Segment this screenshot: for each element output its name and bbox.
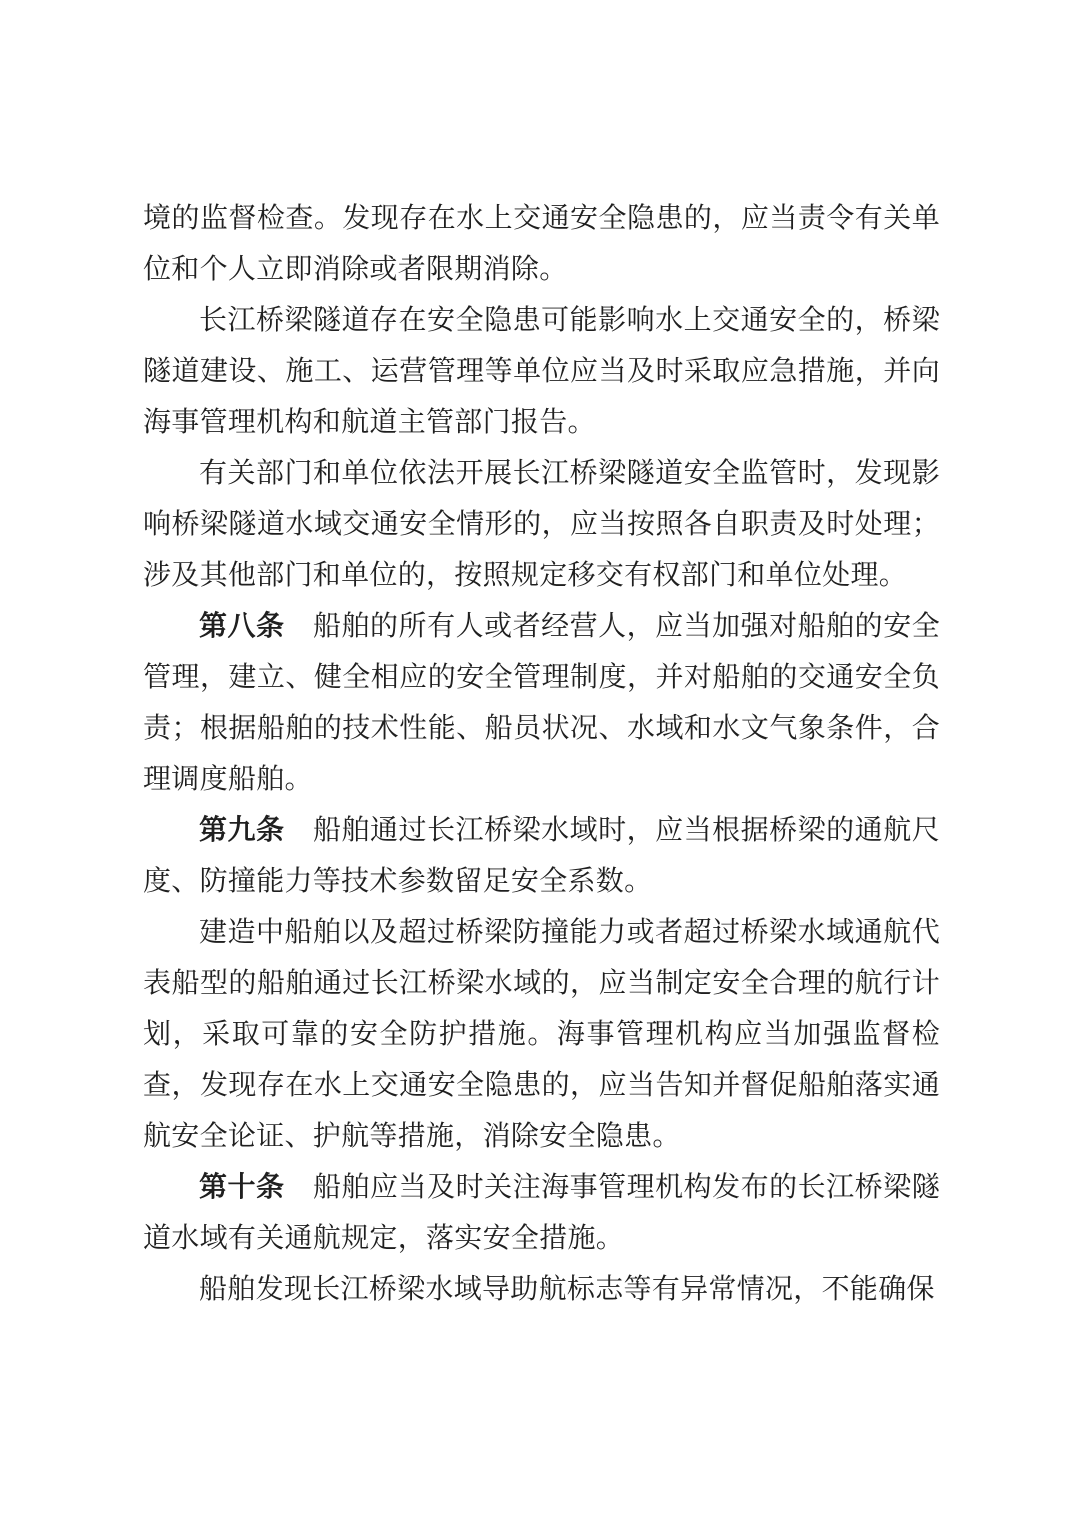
paragraph-text: 境的监督检查。发现存在水上交通安全隐患的，应当责令有关单位和个人立即消除或者限期消除。	[143, 201, 940, 285]
paragraph-text: 船舶通过长江桥梁水域时，应当根据桥梁的通航尺度、防撞能力等技术参数留足安全系数。	[143, 813, 940, 897]
paragraph	[143, 447, 940, 600]
article-number-label: 第十条	[199, 1170, 285, 1203]
article-number-label: 第八条	[199, 609, 285, 642]
paragraph-text: 长江桥梁隧道存在安全隐患可能影响水上交通安全的，桥梁隧道建设、施工、运营管理等单位应当及时采取应急措施，并向海事管理机构和航道主管部门报告。	[143, 303, 940, 438]
paragraph-text: 有关部门和单位依法开展长江桥梁隧道安全监管时，发现影响桥梁隧道水域交通安全情形的，应当按照各自职责及时处理；涉及其他部门和单位的，按照规定移交有权部门和单位处理。	[143, 456, 940, 591]
paragraph	[143, 1263, 940, 1314]
paragraph-article-8	[143, 600, 940, 804]
text-block	[143, 192, 940, 1314]
paragraph	[143, 906, 940, 1161]
paragraph	[143, 192, 940, 294]
paragraph-text: 建造中船舶以及超过桥梁防撞能力或者超过桥梁水域通航代表船型的船舶通过长江桥梁水域的，应当制定安全合理的航行计划，采取可靠的安全防护措施。海事管理机构应当加强监督检查，发现存在水上交通安全隐患的，应当告知并督促船舶落实通航安全论证、护航等措施，消除安全隐患。	[143, 915, 940, 1152]
paragraph-article-10	[143, 1161, 940, 1263]
paragraph-text: 船舶应当及时关注海事管理机构发布的长江桥梁隧道水域有关通航规定，落实安全措施。	[143, 1170, 940, 1254]
paragraph	[143, 294, 940, 447]
paragraph-article-9	[143, 804, 940, 906]
article-number-label: 第九条	[199, 813, 285, 846]
paragraph-text: 船舶的所有人或者经营人，应当加强对船舶的安全管理，建立、健全相应的安全管理制度，并对船舶的交通安全负责；根据船舶的技术性能、船员状况、水域和水文气象条件，合理调度船舶。	[143, 609, 940, 795]
paragraph-text: 船舶发现长江桥梁水域导助航标志等有异常情况，不能确保	[199, 1272, 935, 1305]
